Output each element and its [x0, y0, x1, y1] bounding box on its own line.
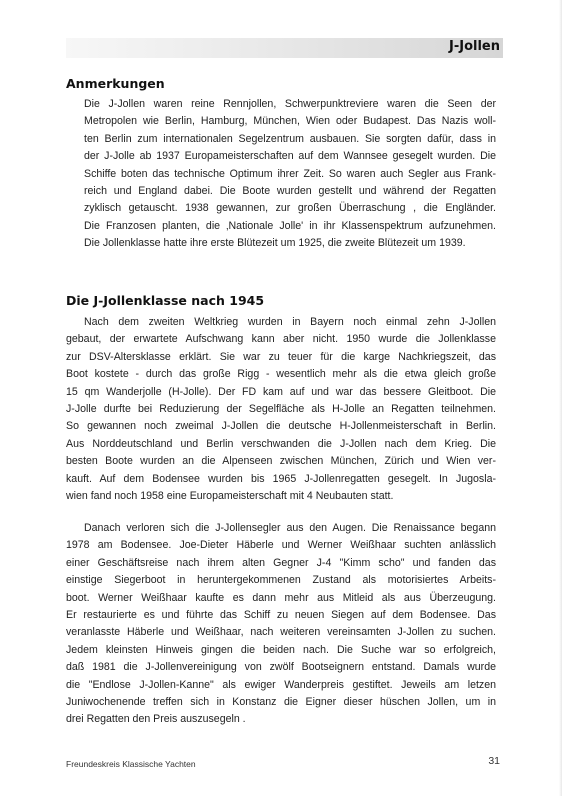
- footer-publisher: Freundeskreis Klassische Yachten: [66, 759, 196, 769]
- running-header-title: J-Jollen: [449, 39, 500, 54]
- text-line: wien fand noch 1958 eine Europameisterschaft mit 4 Neubauten statt.: [66, 490, 394, 503]
- text-line: Danach verloren sich die J-Jollensegler aus den Augen. Die Renaissance begann: [84, 522, 496, 534]
- text-line: die "Endlose J-Jollen-Kanne" als ewiger Wanderpreis gestiftet. Jeweils am letzen: [66, 678, 496, 691]
- text-line: der J-Jolle ab 1937 Europameisterschaften auf dem Wannsee gesegelt wurden. Die: [84, 150, 496, 163]
- text-line: boot. Werner Weißhaar kaufte es dann mehr aus Mitleid als aus Überzeugung.: [66, 591, 496, 604]
- text-line: zyklisch getauscht. 1938 gewannen, zur großen Überraschung , die Engländer.: [84, 202, 496, 215]
- text-line: 1978 am Bodensee. Joe-Dieter Häberle und Werner Weißhaar suchten anlässlich: [66, 539, 496, 552]
- text-line: Metropolen wie Berlin, Hamburg, München, Wien oder Budapest. Das Nazis woll-: [84, 115, 496, 128]
- text-line: Aus Norddeutschland und Berlin verschwanden die J-Jollen nach dem Krieg. Die: [66, 437, 496, 450]
- text-line: einstige Siegerboot in heruntergekommenen Zustand als motorisiertes Arbeits-: [66, 574, 496, 587]
- text-line: gebaut, der erwartete Aufschwang kann aber nicht. 1950 wurde die Jollenklasse: [66, 333, 496, 346]
- text-line: Boot kostete - durch das große Rigg - wesentlich mehr als die etwa gleich große: [66, 368, 496, 381]
- text-line: einer Geschäftsreise nach ihrem alten Gegner J-4 "Kimm scho" und fanden das: [66, 556, 496, 569]
- text-line: Er restaurierte es und führte das Schiff zu neuen Siegen auf dem Bodensee. Das: [66, 609, 496, 622]
- text-line: Schiffe boten das technische Optimum ihrer Zeit. So waren auch Segler aus Frank-: [84, 167, 496, 180]
- text-line: Die Franzosen planten, die ‚Nationale Jolle' in ihr Klassenspektrum aufzunehmen.: [84, 219, 496, 232]
- text-line: Die J-Jollen waren reine Rennjollen, Schwerpunktreviere waren die Seen der: [84, 98, 496, 110]
- text-line: Jedem kleinsten Hinweis gingen die beiden nach. Die Suche war so erfolgreich,: [66, 643, 496, 656]
- paragraph-nach-1945-part2: [66, 520, 496, 729]
- section-heading-nach-1945: Die J-Jollenklasse nach 1945: [66, 293, 265, 308]
- text-line: ten Berlin zum internationalen Segelzentrum ausbauen. Sie sorgten dafür, dass in: [84, 132, 496, 145]
- text-line: Nach dem zweiten Weltkrieg wurden in Bayern noch einmal zehn J-Jollen: [84, 316, 496, 328]
- text-line: zur DSV-Altersklasse erklärt. Sie war zu teuer für die karge Nachkriegszeit, das: [66, 350, 496, 363]
- text-line: daß 1981 die J-Jollenvereinigung von zwölf Bootseignern entstand. Damals wurde: [66, 661, 496, 674]
- text-line: Juniwochenende treffen sich in Konstanz die Eigner dieser hüschen Jollen, um in: [66, 696, 496, 709]
- text-line: besten Boote wurden an die Alpenseen zwischen München, Zürich und Wien ver-: [66, 455, 496, 468]
- paragraph-nach-1945-part1: [66, 314, 496, 505]
- text-line: drei Regatten den Preis auszusegeln .: [66, 713, 246, 726]
- text-line: kauft. Auf dem Bodensee wurden bis 1965 J-Jollenregatten gesegelt. In Jugosla-: [66, 472, 496, 485]
- text-line: Die Jollenklasse hatte ihre erste Blütezeit um 1925, die zweite Blütezeit um 1939.: [84, 237, 466, 250]
- text-line: 15 qm Wanderjolle (H-Jolle). Der FD kam auf und war das bessere Gleitboot. Die: [66, 385, 496, 398]
- text-line: veranlasste Häberle und Weißhaar, nach weiteren vereinsamten J-Jollen zu suchen.: [66, 626, 496, 639]
- header-band: [66, 38, 503, 58]
- text-line: reich und England dabei. Die Boote wurden gestellt und während der Regatten: [84, 185, 496, 198]
- paragraph-anmerkungen: [84, 96, 496, 253]
- page-number: 31: [488, 755, 500, 767]
- section-heading-anmerkungen: Anmerkungen: [66, 76, 165, 91]
- text-line: J-Jolle durfte bei Reduzierung der Segelfläche als H-Jolle an Regatten teilnehmen.: [66, 403, 496, 416]
- text-line: So gewannen noch zweimal J-Jollen die deutsche H-Jollenmeisterschaft in Berlin.: [66, 420, 496, 433]
